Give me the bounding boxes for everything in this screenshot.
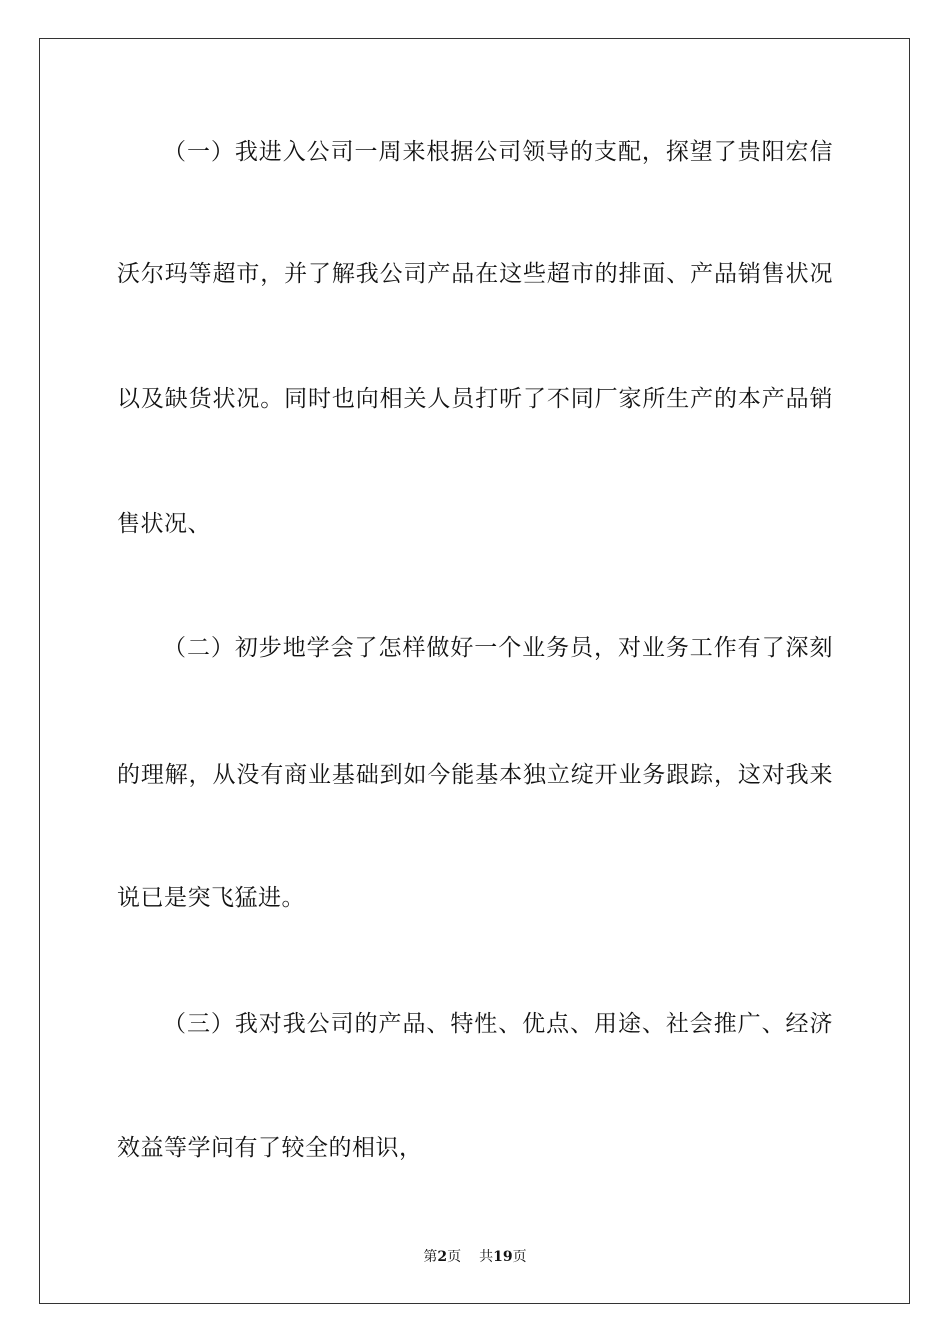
- total-prefix: 共: [479, 1249, 494, 1265]
- total-suffix: 页: [512, 1249, 527, 1265]
- paragraph-3-line-2: 效益等学问有了较全的相识，: [117, 1135, 423, 1161]
- paragraph-1-line-3: 以及缺货状况。同时也向相关人员打听了不同厂家所生产的本产品销: [117, 386, 833, 412]
- page-prefix: 第: [423, 1249, 438, 1265]
- page-suffix: 页: [447, 1249, 462, 1265]
- page-number: 2: [437, 1249, 448, 1265]
- paragraph-2-line-3: 说已是突飞猛进。: [117, 885, 305, 911]
- page-frame: [39, 38, 910, 1304]
- paragraph-2-line-2: 的理解，从没有商业基础到如今能基本独立绽开业务跟踪，这对我来: [117, 762, 833, 788]
- paragraph-1-line-1: （一）我进入公司一周来根据公司领导的支配，探望了贵阳宏信: [163, 139, 833, 165]
- paragraph-1-line-2: 沃尔玛等超市，并了解我公司产品在这些超市的排面、产品销售状况: [117, 261, 833, 287]
- paragraph-2-line-1: （二）初步地学会了怎样做好一个业务员，对业务工作有了深刻: [163, 635, 833, 661]
- paragraph-3-line-1: （三）我对我公司的产品、特性、优点、用途、社会推广、经济: [163, 1011, 833, 1037]
- paragraph-1-line-4: 售状况、: [117, 511, 211, 537]
- page-footer: [0, 1247, 950, 1267]
- total-pages: 19: [493, 1249, 513, 1265]
